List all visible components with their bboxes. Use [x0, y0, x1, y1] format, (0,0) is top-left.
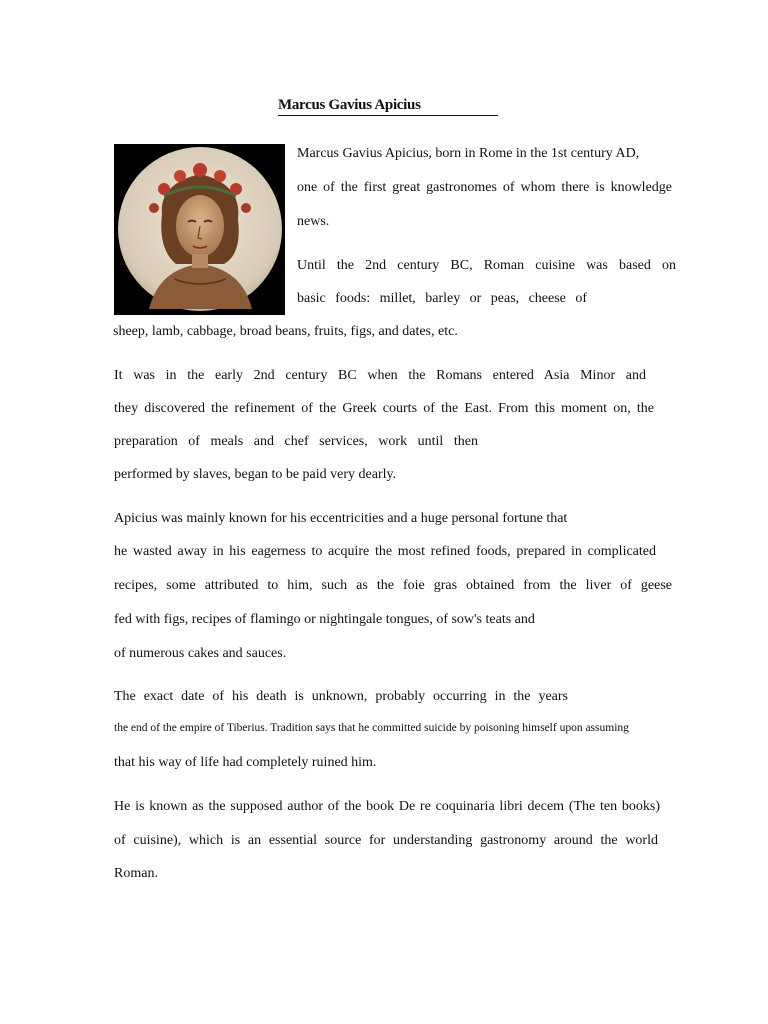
paragraph5-line2: the end of the empire of Tiberius. Tradition says that he committed suicide by poisoning himself upon assuming	[114, 722, 629, 734]
portrait-mosaic-image	[114, 144, 285, 315]
paragraph4-line4: fed with figs, recipes of flamingo or nightingale tongues, of sow's teats and	[114, 612, 535, 627]
paragraph2-line3: sheep, lamb, cabbage, broad beans, fruits, figs, and dates, etc.	[113, 324, 458, 339]
paragraph5-line3: that his way of life had completely ruined him.	[114, 755, 377, 770]
paragraph2-line1: Until the 2nd century BC, Roman cuisine was based on	[297, 258, 676, 273]
page-title: Marcus Gavius Apicius	[278, 96, 498, 116]
paragraph1-line2: one of the first great gastronomes of whom there is knowledge	[297, 180, 672, 195]
paragraph3-line2: they discovered the refinement of the Greek courts of the East. From this moment on, the	[114, 401, 654, 416]
paragraph4-line2: he wasted away in his eagerness to acquire the most refined foods, prepared in complicated	[114, 544, 656, 559]
paragraph6-line3: Roman.	[114, 866, 158, 881]
paragraph6-line1: He is known as the supposed author of the book De re coquinaria libri decem (The ten books)	[114, 799, 660, 814]
paragraph3-line1: It was in the early 2nd century BC when the Romans entered Asia Minor and	[114, 368, 646, 383]
paragraph6-line2: of cuisine), which is an essential source for understanding gastronomy around the world	[114, 833, 658, 848]
paragraph4-line5: of numerous cakes and sauces.	[114, 646, 287, 661]
paragraph3-line4: performed by slaves, began to be paid very dearly.	[114, 467, 397, 482]
paragraph5-line1: The exact date of his death is unknown, probably occurring in the years	[114, 689, 568, 704]
paragraph3-line3: preparation of meals and chef services, work until then	[114, 434, 478, 449]
paragraph4-line1: Apicius was mainly known for his eccentricities and a huge personal fortune that	[114, 511, 568, 526]
paragraph1-line3: news.	[297, 214, 330, 229]
paragraph4-line3: recipes, some attributed to him, such as the foie gras obtained from the liver of geese	[114, 578, 672, 593]
mosaic-portrait-graphic	[114, 144, 285, 315]
paragraph2-line2: basic foods: millet, barley or peas, cheese of	[297, 291, 587, 306]
paragraph1-line1: Marcus Gavius Apicius, born in Rome in the 1st century AD,	[297, 146, 640, 161]
